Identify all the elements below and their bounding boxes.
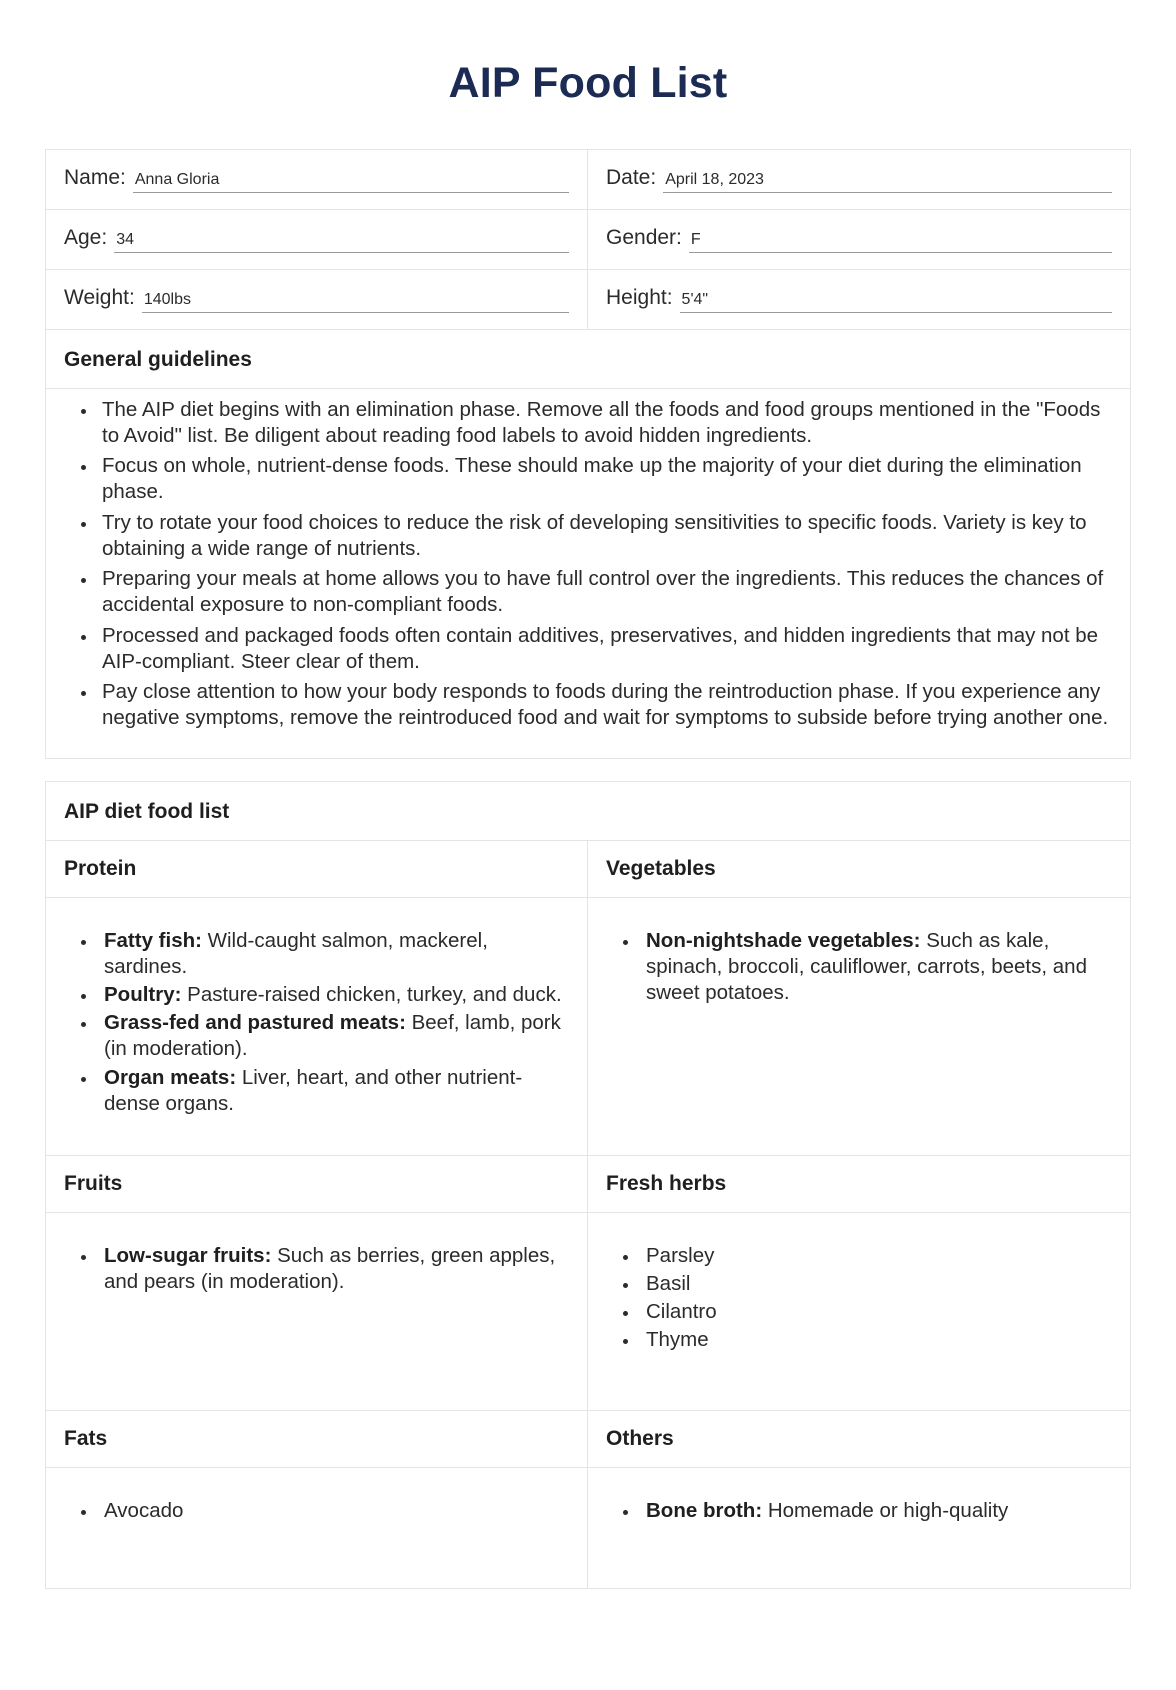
list-item: • Processed and packaged foods often contain additives, preservatives, and hidden ingredients that may not be AIP-compliant. Steer clear of them. [98, 623, 1110, 675]
field-cell-gender [588, 210, 1130, 269]
age-value: 34 [116, 231, 134, 249]
table-row [46, 210, 1130, 270]
list-item: • Thyme [640, 1327, 1112, 1353]
protein-title: Protein [64, 856, 137, 880]
weight-input[interactable] [142, 290, 569, 313]
field-cell-height [588, 270, 1130, 329]
guidelines-body-cell [46, 389, 1130, 758]
others-body [588, 1468, 1130, 1554]
fats-title: Fats [64, 1426, 108, 1450]
column-header-vegetables [588, 841, 1130, 897]
height-label: Height: [606, 285, 673, 309]
guidelines-list [64, 397, 1110, 732]
list-item: • Avocado [98, 1498, 569, 1524]
item-text: Such as berries, green apples, and pears (in moderation). [104, 1243, 556, 1293]
item-term: Fatty fish: [104, 928, 202, 952]
page-title: AIP Food List [448, 59, 728, 107]
others-title: Others [606, 1426, 674, 1450]
table-row [46, 1411, 1130, 1468]
guidelines-heading: General guidelines [64, 347, 252, 371]
column-header-fresh-herbs [588, 1156, 1130, 1212]
food-list-heading: AIP diet food list [64, 799, 230, 823]
item-term: Low-sugar fruits: [104, 1243, 272, 1267]
content-cell-fruits [46, 1213, 588, 1410]
item-term: Poultry: [104, 982, 182, 1006]
date-value: April 18, 2023 [665, 171, 764, 189]
patient-info-table [45, 149, 1131, 758]
age-input[interactable] [114, 230, 569, 253]
item-term: Bone broth: [646, 1498, 763, 1522]
date-input[interactable] [663, 170, 1112, 193]
list-item: • Basil [640, 1271, 1112, 1297]
food-list-heading-cell [46, 782, 1130, 840]
table-row [46, 1468, 1130, 1588]
name-value: Anna Gloria [134, 171, 220, 189]
table-row [46, 1213, 1130, 1411]
weight-label: Weight: [64, 285, 135, 309]
table-row [46, 150, 1130, 210]
table-row [46, 782, 1130, 841]
fats-list [64, 1498, 569, 1524]
list-item [98, 1010, 569, 1062]
column-header-others [588, 1411, 1130, 1467]
content-cell-others [588, 1468, 1130, 1588]
content-cell-vegetables [588, 898, 1130, 1155]
item-term: Organ meats: [104, 1065, 237, 1089]
table-row [46, 270, 1130, 330]
fruits-body [46, 1213, 587, 1325]
column-header-protein [46, 841, 588, 897]
food-list-table [45, 781, 1131, 1589]
item-text: Liver, heart, and other nutrient-dense organs. [104, 1065, 523, 1115]
list-item [98, 1065, 569, 1117]
field-cell-weight [46, 270, 588, 329]
item-term: Non-nightshade vegetables: [646, 928, 921, 952]
column-header-fruits [46, 1156, 588, 1212]
field-cell-age [46, 210, 588, 269]
fresh-herbs-list [606, 1243, 1112, 1354]
weight-value: 140lbs [143, 290, 191, 308]
column-header-fats [46, 1411, 588, 1467]
content-cell-fresh-herbs [588, 1213, 1130, 1410]
table-row [46, 330, 1130, 389]
table-row [46, 898, 1130, 1156]
item-text: Wild-caught salmon, mackerel, sardines. [104, 928, 488, 978]
weight-field[interactable] [64, 286, 569, 313]
list-item: • Preparing your meals at home allows you to have full control over the ingredients. This reduces the chances of accidental exposure to non-compliant foods. [98, 566, 1110, 618]
item-text: Homemade or high-quality [762, 1498, 1009, 1522]
gender-label: Gender: [606, 226, 682, 250]
list-item [640, 1498, 1112, 1524]
content-cell-fats [46, 1468, 588, 1588]
gender-field[interactable] [606, 226, 1112, 253]
list-item [98, 928, 569, 980]
date-field[interactable] [606, 166, 1112, 193]
list-item: • Cilantro [640, 1299, 1112, 1325]
height-input[interactable] [680, 290, 1112, 313]
height-field[interactable] [606, 286, 1112, 313]
list-item [98, 982, 569, 1008]
list-item [98, 1243, 569, 1295]
guidelines-body [46, 389, 1130, 758]
age-field[interactable] [64, 226, 569, 253]
fats-body [46, 1468, 587, 1554]
protein-body [46, 898, 587, 1148]
document-page [0, 60, 1176, 1589]
fresh-herbs-title: Fresh herbs [606, 1171, 727, 1195]
fresh-herbs-body [588, 1213, 1130, 1384]
item-text: Pasture-raised chicken, turkey, and duck. [181, 982, 562, 1006]
fruits-list [64, 1243, 569, 1295]
vegetables-title: Vegetables [606, 856, 716, 880]
name-field[interactable] [64, 166, 569, 193]
gender-input[interactable] [689, 230, 1112, 253]
list-item: • Focus on whole, nutrient-dense foods. These should make up the majority of your diet during the elimination phase. [98, 453, 1110, 505]
vegetables-list [606, 928, 1112, 1007]
height-value: 5'4" [681, 290, 709, 308]
name-input[interactable] [133, 170, 569, 193]
vegetables-body [588, 898, 1130, 1037]
table-row [46, 389, 1130, 758]
list-item: • Pay close attention to how your body responds to foods during the reintroduction phase. If you experience any negative symptoms, remove the reintroduced food and wait for symptoms to subside before trying another one. [98, 679, 1110, 731]
item-text: Such as kale, spinach, broccoli, cauliflower, carrots, beets, and sweet potatoes. [646, 928, 1087, 1004]
age-label: Age: [64, 226, 108, 250]
list-item: • Try to rotate your food choices to reduce the risk of developing sensitivities to specific foods. Variety is key to obtaining a wide range of nutrients. [98, 510, 1110, 562]
field-cell-date [588, 150, 1130, 209]
item-term: Grass-fed and pastured meats: [104, 1011, 406, 1035]
others-list [606, 1498, 1112, 1524]
field-cell-name [46, 150, 588, 209]
table-row [46, 841, 1130, 898]
list-item: • Parsley [640, 1243, 1112, 1269]
name-label: Name: [64, 166, 126, 190]
date-label: Date: [606, 166, 657, 190]
protein-list [64, 928, 569, 1118]
list-item: • The AIP diet begins with an elimination phase. Remove all the foods and food groups mentioned in the "Foods to Avoid" list. Be diligent about reading food labels to avoid hidden ingredients. [98, 397, 1110, 449]
content-cell-protein [46, 898, 588, 1155]
guidelines-heading-cell [46, 330, 1130, 388]
gender-value: F [690, 231, 701, 249]
fruits-title: Fruits [64, 1171, 123, 1195]
table-row [46, 1156, 1130, 1213]
item-text: Beef, lamb, pork (in moderation). [104, 1011, 561, 1061]
list-item [640, 928, 1112, 1007]
